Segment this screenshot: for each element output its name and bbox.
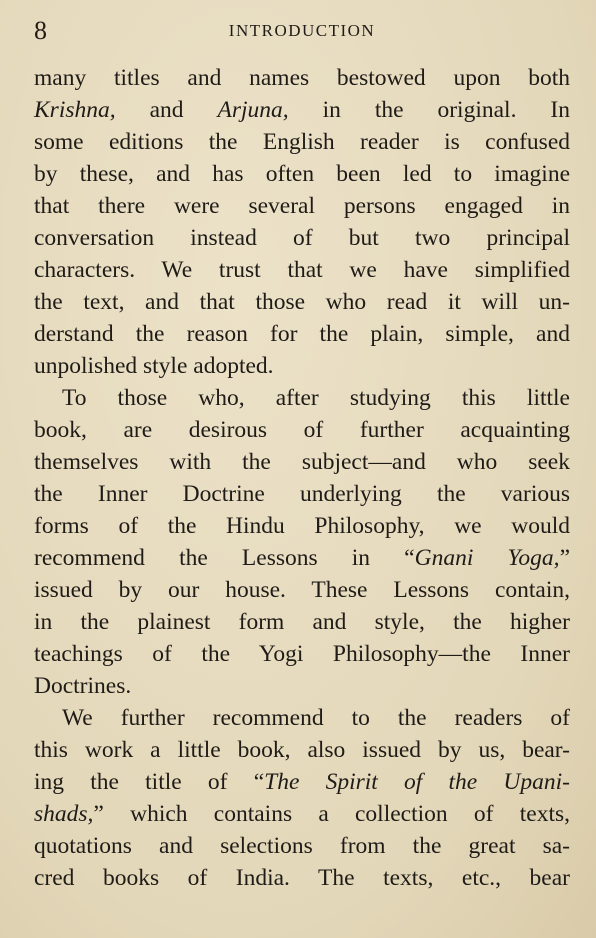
text-line: To those who, after studying this little xyxy=(62,385,570,411)
italic-name: Krishna, xyxy=(34,97,116,123)
text-line: issued by our house. These Lessons contain, xyxy=(34,577,570,603)
text-line: We further recommend to the readers of xyxy=(62,705,570,731)
running-head: INTRODUCTION xyxy=(228,21,376,40)
page-header xyxy=(34,16,570,46)
text-line: by these, and has often been led to imagine xyxy=(34,161,570,187)
text-line: conversation instead of but two principal xyxy=(34,225,570,251)
text-line: this work a little book, also issued by us, bear- xyxy=(34,737,570,763)
text-line: in the plainest form and style, the higher xyxy=(34,609,570,635)
text-line: teachings of the Yogi Philosophy—the Inner xyxy=(34,641,570,667)
italic-title: The Spirit of the Upani- xyxy=(264,769,570,795)
text-line: ing the title of “The Spirit of the Upani- xyxy=(34,769,570,795)
italic-title: Gnani Yoga, xyxy=(414,545,560,571)
page-number: 8 xyxy=(34,16,47,45)
text-line: unpolished style adopted. xyxy=(34,353,274,379)
text-line: many titles and names bestowed upon both xyxy=(34,65,570,91)
italic-title: shads, xyxy=(34,801,94,827)
text-line: book, are desirous of further acquainting xyxy=(34,417,570,443)
text-line: themselves with the subject—and who seek xyxy=(34,449,570,475)
text-line: the text, and that those who read it will un- xyxy=(34,289,570,315)
text-line: cred books of India. The texts, etc., bear xyxy=(34,865,570,891)
italic-name: Arjuna, xyxy=(217,97,289,123)
text-line: shads,” which contains a collection of texts, xyxy=(34,801,570,827)
text-line: the Inner Doctrine underlying the various xyxy=(34,481,570,507)
text-line: recommend the Lessons in “Gnani Yoga,” xyxy=(34,545,570,571)
text-line: quotations and selections from the great sa- xyxy=(34,833,570,859)
text-line: derstand the reason for the plain, simple, and xyxy=(34,321,570,347)
text-line: characters. We trust that we have simplified xyxy=(34,257,570,283)
text-line: Krishna, and Arjuna, in the original. In xyxy=(34,97,570,123)
text-line: some editions the English reader is confused xyxy=(34,129,570,155)
text-line: forms of the Hindu Philosophy, we would xyxy=(34,513,570,539)
text-line: Doctrines. xyxy=(34,673,132,699)
text-line: that there were several persons engaged in xyxy=(34,193,570,219)
body-text xyxy=(34,62,570,894)
